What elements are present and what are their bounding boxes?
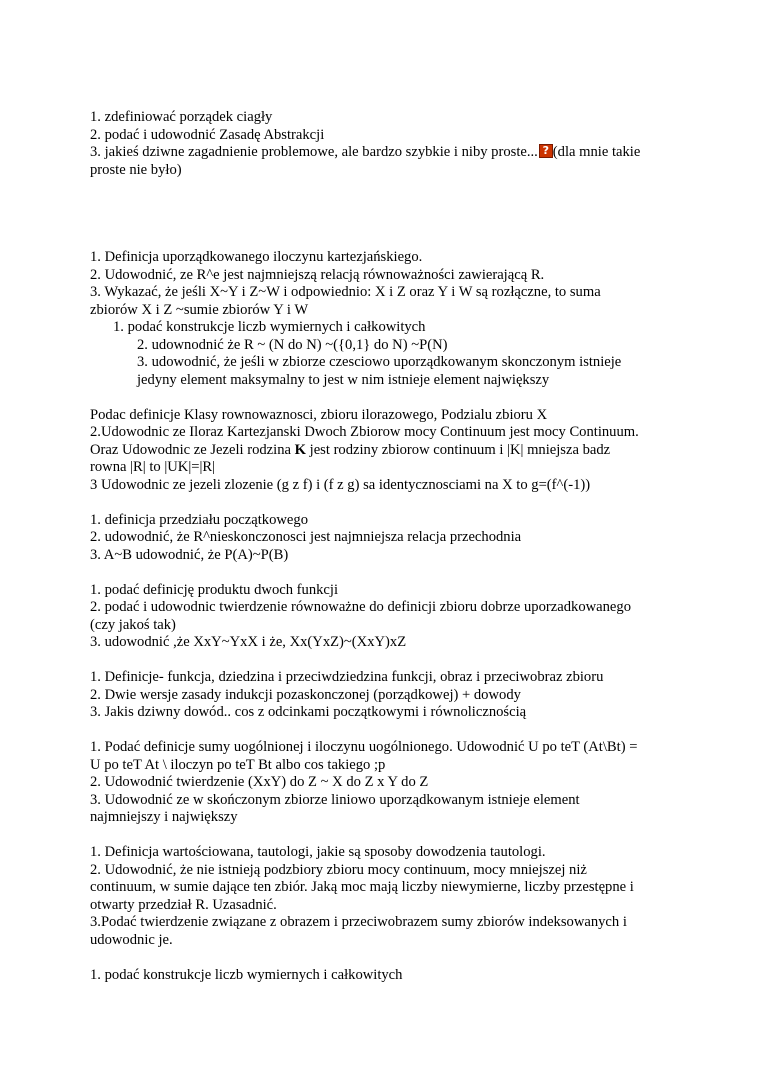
set8-line-2: 2. Udowodnić, że nie istnieją podzbiory zbioru mocy continuum, mocy mniejszej niż: [90, 861, 587, 878]
set6-line-3: 3. Jakis dziwny dowód.. cos z odcinkami początkowymi i równolicznością: [90, 704, 527, 720]
question-set-9: [90, 967, 680, 985]
set2-line-6: 2. udownodnić że R ~ (N do N) ~({0,1} do N) ~P(N): [137, 336, 448, 353]
set3-line-2: 2.Udowodnic ze Iloraz Kartezjanski Dwoch Zbiorow mocy Continuum jest mocy Continuum.: [90, 424, 639, 440]
question-set-7: [90, 739, 680, 827]
spacer: [90, 652, 680, 670]
set3-line-5: 3 Udowodnic ze jezeli zlozenie (g z f) i (f z g) sa identycznosciami na X to g=(f^(-1)): [90, 476, 591, 493]
set2-line-3: 3. Wykazać, że jeśli X~Y i Z~W i odpowiednio: X i Z oraz Y i W są rozłączne, to suma: [90, 284, 601, 300]
spacer: [90, 949, 680, 967]
set5-line-3: (czy jakoś tak): [90, 616, 176, 633]
set7-line-2: U po teT At \ iloczyn po teT Bt albo cos takiego ;p: [90, 756, 386, 773]
set8-line-1: 1. Definicja wartościowana, tautologi, jakie są sposoby dowodzenia tautologi.: [90, 844, 546, 860]
set3-line-3-text: Oraz Udowodnic ze Jezeli rodzina: [90, 441, 295, 458]
set3-line-1: Podac definicje Klasy rownowaznosci, zbioru ilorazowego, Podzialu zbioru X: [90, 406, 548, 423]
set9-line-1: 1. podać konstrukcje liczb wymiernych i całkowitych: [90, 966, 403, 983]
question-set-8: [90, 844, 680, 949]
set5-line-1: 1. podać definicję produktu dwoch funkcji: [90, 581, 339, 598]
set6-line-2: 2. Dwie wersje zasady indukcji pozaskonczonej (porządkowej) + dowody: [90, 686, 521, 703]
spacer: [90, 827, 680, 845]
set2-line-7: 3. udowodnić, że jeśli w zbiorze czesciowo uporządkowanym skonczonym istnieje jedyny element maksymalny to jest w nim istnieje element największy: [137, 354, 622, 388]
set8-line-6: udowodnic je.: [90, 931, 173, 948]
set3-line-3-bold: K: [294, 441, 306, 458]
question-mark-emoticon-icon: [539, 144, 553, 158]
question-set-1: [90, 109, 680, 179]
set3-line-3-tail: jest rodziny zbiorow continuum i |K| mniejsza badz: [306, 441, 611, 458]
set1-line-2: 2. podać i udowodnić Zasadę Abstrakcji: [90, 126, 325, 143]
question-set-4: [90, 512, 680, 565]
set6-line-1: 1. Definicje- funkcja, dziedzina i przeciwdziedzina funkcji, obraz i przeciwobraz zbioru: [90, 669, 604, 685]
question-set-3: [90, 407, 680, 495]
spacer: [90, 564, 680, 582]
set7-line-1: 1. Podać definicje sumy uogólnionej i iloczynu uogólnionego. Udowodnić U po teT (At\Bt) =: [90, 739, 638, 755]
set1-line-1: 1. zdefiniować porządek ciagły: [90, 109, 273, 125]
document-body: [90, 109, 680, 984]
spacer: [90, 179, 680, 249]
question-set-5: [90, 582, 680, 652]
set7-line-5: najmniejszy i największy: [90, 809, 238, 825]
set3-line-3: [90, 442, 680, 460]
set7-line-4: 3. Udowodnić ze w skończonym zbiorze liniowo uporządkowanym istnieje element: [90, 791, 580, 808]
set8-line-4: otwarty przedział R. Uzasadnić.: [90, 896, 277, 913]
set1-line-3-tail: (dla mnie takie: [552, 144, 641, 160]
question-set-6: [90, 669, 680, 722]
question-set-2: [90, 249, 680, 389]
set5-line-4: 3. udowodnić ,że XxY~YxX i że, Xx(YxZ)~(XxY)xZ: [90, 634, 407, 650]
set8-line-3: continuum, w sumie dające ten zbiór. Jaką moc mają liczby niewymierne, liczby przestępne i: [90, 879, 634, 895]
set3-line-4: rowna |R| to |UK|=|R|: [90, 459, 216, 475]
set5-line-2: 2. podać i udowodnic twierdzenie równoważne do definicji zbioru dobrze uporzadkowanego: [90, 599, 631, 615]
set1-line-3: [90, 144, 680, 162]
set2-line-4: zbiorów X i Z ~sumie zbiorów Y i W: [90, 301, 309, 318]
set4-line-2: 2. udowodnić, że R^nieskonczonosci jest najmniejsza relacja przechodnia: [90, 529, 522, 545]
set4-line-1: 1. definicja przedziału początkowego: [90, 511, 308, 528]
spacer: [90, 722, 680, 740]
set1-line-3-text: 3. jakieś dziwne zagadnienie problemowe, ale bardzo szybkie i niby proste...: [90, 144, 538, 160]
set7-line-3: 2. Udowodnić twierdzenie (XxY) do Z ~ X do Z x Y do Z: [90, 774, 429, 790]
set8-line-5: 3.Podać twierdzenie związane z obrazem i przeciwobrazem sumy zbiorów indeksowanych i: [90, 914, 627, 930]
set1-line-4: proste nie było): [90, 161, 182, 178]
set4-line-3: 3. A~B udowodnić, że P(A)~P(B): [90, 546, 289, 563]
set2-line-5: 1. podać konstrukcje liczb wymiernych i całkowitych: [113, 319, 426, 335]
set2-line-2: 2. Udowodnić, ze R^e jest najmniejszą relacją równoważności zawierającą R.: [90, 266, 545, 283]
spacer: [90, 389, 680, 407]
set2-line-1: 1. Definicja uporządkowanego iloczynu kartezjańskiego.: [90, 249, 423, 265]
spacer: [90, 494, 680, 512]
